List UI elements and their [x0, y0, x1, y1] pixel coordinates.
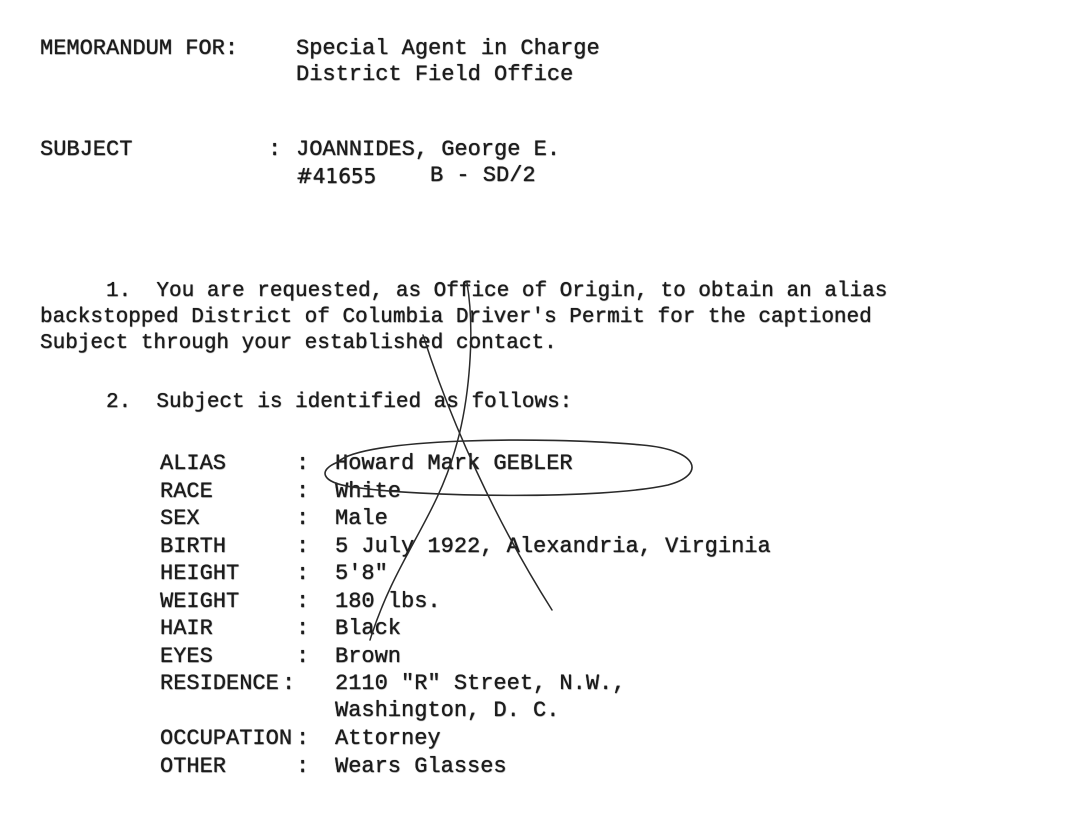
field-label: WEIGHT [160, 589, 240, 614]
field-label: OTHER [160, 754, 227, 779]
field-colon: : [296, 589, 310, 614]
field-colon: : [296, 479, 310, 504]
field-label: OCCUPATION [160, 726, 293, 751]
field-label: HEIGHT [160, 561, 240, 586]
memorandum-recipient-line1: Special Agent in Charge [296, 36, 600, 61]
paragraph-1-line-1: 1. You are requested, as Office of Origin, to obtain an alias [106, 280, 888, 303]
field-value: 5'8" [335, 561, 388, 586]
memorandum-recipient-line2: District Field Office [296, 62, 574, 87]
field-label: HAIR [160, 616, 213, 641]
field-label: SEX [160, 506, 200, 531]
field-label: RESIDENCE [160, 671, 279, 696]
field-colon: : [296, 534, 310, 559]
field-colon: : [296, 726, 310, 751]
field-colon: : [296, 754, 310, 779]
field-colon: : [296, 561, 310, 586]
field-value: 180 lbs. [335, 589, 441, 614]
field-label: BIRTH [160, 534, 227, 559]
field-colon: : [296, 616, 310, 641]
memorandum-for-label: MEMORANDUM FOR: [40, 36, 239, 61]
subject-label: SUBJECT [40, 137, 133, 162]
subject-number: #41655 [296, 164, 377, 188]
subject-colon: : [268, 137, 282, 162]
field-label: ALIAS [160, 451, 227, 476]
field-value: Wears Glasses [335, 754, 507, 779]
field-value: 5 July 1922, Alexandria, Virginia [335, 534, 771, 559]
field-value-continuation: Washington, D. C. [335, 698, 560, 723]
subject-name: JOANNIDES, George E. [296, 137, 561, 162]
paragraph-2-line: 2. Subject is identified as follows: [106, 391, 573, 414]
field-value: Male [335, 506, 388, 531]
field-value: 2110 "R" Street, N.W., [335, 671, 626, 696]
paragraph-1-line-2: backstopped District of Columbia Driver's Permit for the captioned [40, 306, 872, 329]
subject-code: B - SD/2 [430, 163, 536, 188]
field-value: Attorney [335, 726, 441, 751]
field-label: EYES [160, 644, 213, 669]
field-colon: : [296, 644, 310, 669]
field-value: Black [335, 616, 402, 641]
field-value-alias: Howard Mark GEBLER [335, 451, 573, 476]
paragraph-1-line-3: Subject through your established contact. [40, 332, 557, 355]
field-value: Brown [335, 644, 402, 669]
field-colon: : [296, 506, 310, 531]
field-label: RACE [160, 479, 213, 504]
field-colon: : [282, 671, 296, 696]
field-colon: : [296, 451, 310, 476]
field-value: White [335, 479, 402, 504]
